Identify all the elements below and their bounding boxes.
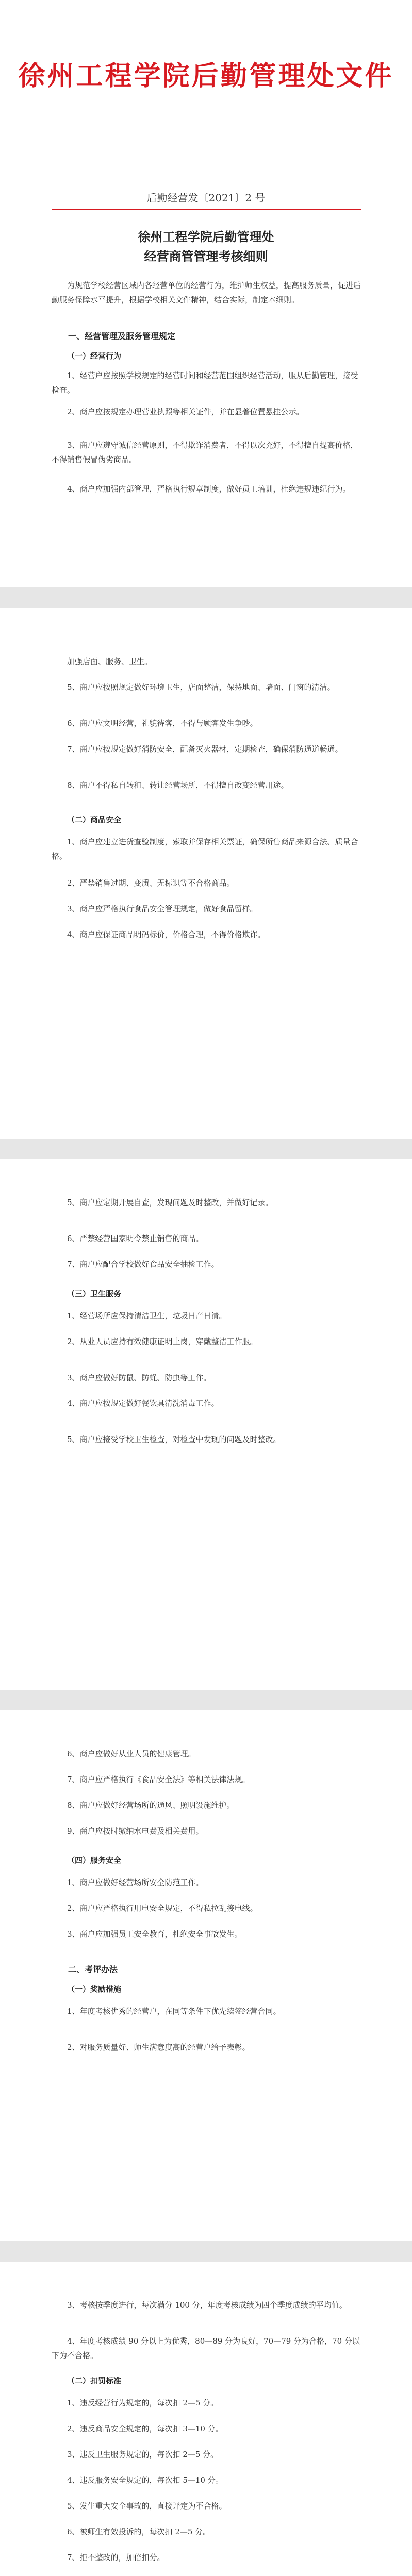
- paragraph-item: 7、商户应按规定做好消防安全，配备灭火器材，定期检查，确保消防通道畅通。: [67, 744, 343, 754]
- paragraph-item: 5、商户应接受学校卫生检查，对检查中发现的问题及时整改。: [67, 1435, 281, 1444]
- paragraph-intro: 为规范学校经营区域内各经营单位的经营行为，维护师生权益，提高服务质量，促进后勤服务保障水平提升，根据学校相关文件精神，结合实际，制定本细则。: [52, 281, 361, 304]
- page-1: [0, 0, 412, 587]
- page-separator: [0, 1690, 412, 1710]
- page-3: [0, 1159, 412, 1690]
- subsection-2-1: （一）奖励措施: [67, 1985, 122, 1994]
- paragraph-item: 8、商户不得私自转租、转让经营场所，不得擅自改变经营用途。: [67, 781, 289, 790]
- paragraph-item: 4、商户应加强内部管理，严格执行规章制度，做好员工培训，杜绝违规违纪行为。: [67, 484, 351, 494]
- document-number: 后勤经营发〔2021〕2 号: [146, 192, 266, 204]
- paragraph-item: 2、商户应严格执行用电安全规定，不得私拉乱接电线。: [67, 1904, 258, 1913]
- red-header-title: 徐州工程学院后勤管理处文件: [18, 60, 394, 92]
- paragraph-item: 加强店面、服务、卫生。: [67, 657, 153, 666]
- page-4: [0, 1710, 412, 2241]
- paragraph-item: 3、违反卫生服务规定的，每次扣 2—5 分。: [67, 2450, 219, 2459]
- paragraph-item: 2、严禁销售过期、变质、无标识等不合格商品。: [67, 878, 235, 888]
- paragraph-item: 4、违反服务安全规定的，每次扣 5—10 分。: [67, 2476, 223, 2485]
- page-5: [0, 2262, 412, 2576]
- paragraph-item: 5、商户应定期开展自查，发现问题及时整改，并做好记录。: [67, 1198, 273, 1207]
- paragraph-item: 2、对服务质量好、师生满意度高的经营户给予表彰。: [67, 2043, 250, 2052]
- page-2: [0, 608, 412, 1139]
- paragraph-item: 3、商户应遵守诚信经营原则，不得欺诈消费者，不得以次充好，不得擅自提高价格，不得销售假冒伪劣商品。: [52, 440, 358, 464]
- paragraph-item: 8、商户应做好经营场所的通风、照明设施维护。: [67, 1801, 235, 1810]
- paragraph-item: 6、被师生有效投诉的，每次扣 2—5 分。: [67, 2527, 211, 2536]
- paragraph-item: 3、考核按季度进行，每次满分 100 分，年度考核成绩为四个季度成绩的平均值。: [67, 2300, 347, 2310]
- subsection-1-2: （二）商品安全: [67, 815, 122, 824]
- page-separator: [0, 1139, 412, 1159]
- paragraph-item: 1、年度考核优秀的经营户，在同等条件下优先续签经营合同。: [67, 2007, 281, 2016]
- red-divider: [52, 209, 361, 210]
- paragraph-item: 2、违反商品安全规定的，每次扣 3—10 分。: [67, 2424, 223, 2433]
- paragraph-item: 4、年度考核成绩 90 分以上为优秀，80—89 分为良好，70—79 分为合格，70 分以下为不合格。: [52, 2336, 360, 2360]
- page-separator: [0, 587, 412, 608]
- doc-title-line2: 经营商管管理考核细则: [144, 249, 268, 264]
- paragraph-item: 7、商户应严格执行《食品安全法》等相关法律法规。: [67, 1775, 250, 1784]
- paragraph-item: 9、商户应按时缴纳水电费及相关费用。: [67, 1826, 204, 1836]
- paragraph-item: 7、商户应配合学校做好食品安全抽检工作。: [67, 1260, 219, 1269]
- paragraph-item: 2、商户应按规定办理营业执照等相关证件，并在显著位置悬挂公示。: [67, 407, 304, 416]
- subsection-1-1: （一）经营行为: [67, 351, 122, 361]
- paragraph-item: 6、商户应文明经营，礼貌待客，不得与顾客发生争吵。: [67, 719, 258, 728]
- paragraph-item: 7、拒不整改的，加倍扣分。: [67, 2553, 165, 2562]
- paragraph-item: 6、商户应做好从业人员的健康管理。: [67, 1749, 196, 1758]
- paragraph-item: 6、严禁经营国家明令禁止销售的商品。: [67, 1234, 204, 1243]
- subsection-1-4: （四）服务安全: [67, 1856, 122, 1865]
- paragraph-item: 4、商户应保证商品明码标价，价格合理，不得价格欺诈。: [67, 930, 266, 939]
- doc-title-line1: 徐州工程学院后勤管理处: [138, 229, 274, 244]
- paragraph-item: 3、商户应加强员工安全教育，杜绝安全事故发生。: [67, 1929, 242, 1939]
- section-1-heading: 一、经营管理及服务管理规定: [68, 331, 176, 341]
- paragraph-item: 4、商户应按规定做好餐饮具清洗消毒工作。: [67, 1399, 219, 1408]
- subsection-1-3: （三）卫生服务: [67, 1289, 122, 1298]
- paragraph-item: 3、商户应做好防鼠、防蝇、防虫等工作。: [67, 1373, 211, 1382]
- paragraph-item: 3、商户应严格执行食品安全管理规定，做好食品留样。: [67, 904, 258, 913]
- paragraph-item: 1、经营场所应保持清洁卫生，垃圾日产日清。: [67, 1311, 227, 1320]
- paragraph-item: 5、发生重大安全事故的，直接评定为不合格。: [67, 2501, 227, 2511]
- paragraph-item: 1、违反经营行为规定的，每次扣 2—5 分。: [67, 2398, 219, 2408]
- paragraph-item: 2、从业人员应持有效健康证明上岗，穿戴整洁工作服。: [67, 1337, 258, 1346]
- paragraph-item: 5、商户应按照规定做好环境卫生，店面整洁，保持地面、墙面、门窗的清洁。: [67, 683, 335, 692]
- paragraph-item: 1、商户应做好经营场所安全防范工作。: [67, 1878, 204, 1887]
- page-separator: [0, 2241, 412, 2262]
- subsection-2-2: （二）扣罚标准: [67, 2376, 122, 2385]
- section-2-heading: 二、考评办法: [68, 1964, 118, 1974]
- paragraph-item: 1、经营户应按照学校规定的经营时间和经营范围组织经营活动，服从后勤管理，接受检查。: [52, 371, 358, 395]
- paragraph-item: 1、商户应建立进货查验制度，索取并保存相关票证，确保所售商品来源合法、质量合格。: [52, 837, 358, 861]
